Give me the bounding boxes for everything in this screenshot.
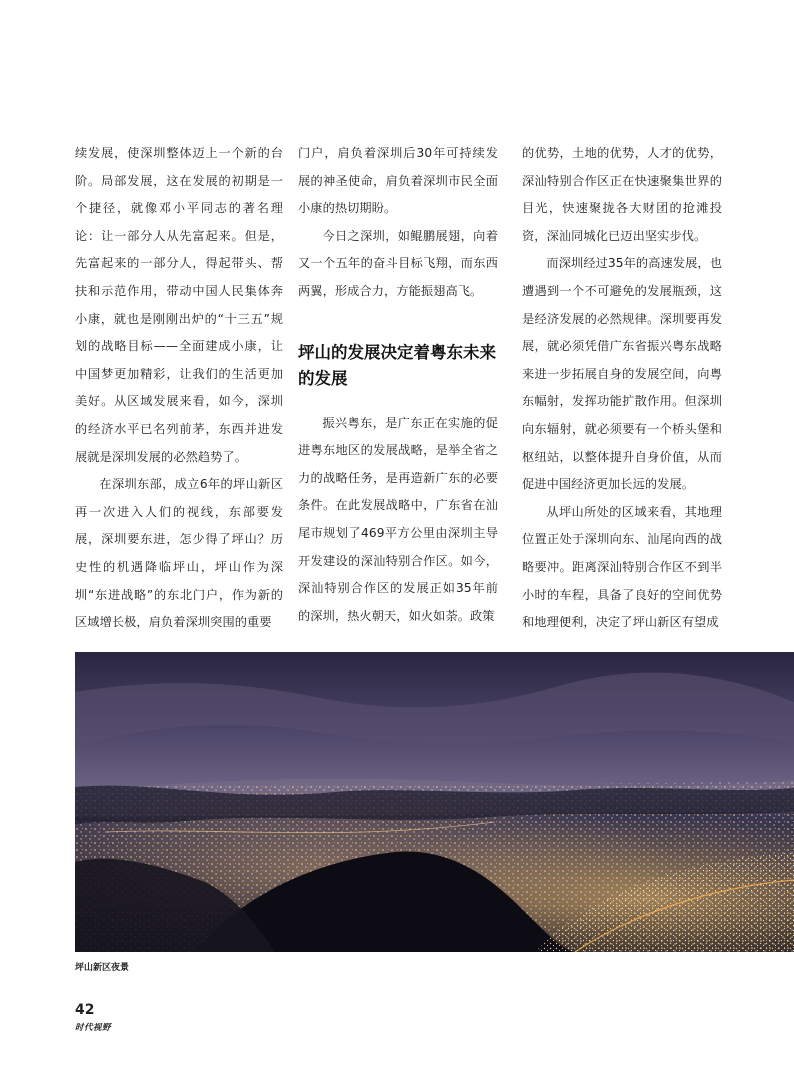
text-column-3 [522,140,722,637]
paragraph: 在深圳东部，成立6年的坪山新区再一次进入人们的视线，东部要发展，深圳要东进，怎少得了坪山？历史性的机遇降临坪山，坪山作为深圳“东进战略”的东北门户，作为新的区域增长极，肩负着深圳突围的重要 [75,477,283,630]
paragraph: 振兴粤东，是广东正在实施的促进粤东地区的发展战略，是举全省之力的战略任务，是再造新广东的必要条件。在此发展战略中，广东省在汕尾市规划了469平方公里由深圳主导开发建设的深汕特别合作区。如今，深汕特别合作区的发展正如35年前的深圳，热火朝天，如火如荼。政策 [298,415,498,623]
paragraph: 门户，肩负着深圳后30年可持续发展的神圣使命，肩负着深圳市民全面小康的热切期盼。 [298,146,498,216]
paragraph: 而深圳经过35年的高速发展，也遭遇到一个不可避免的发展瓶颈，这是经济发展的必然规律。深圳要再发展，就必须凭借广东省振兴粤东战略来进一步拓展自身的发展空间，向粤东幅射，发挥功能扩散作用。但深圳向东辐射，就必须要有一个桥头堡和枢纽站，以整体提升自身价值，从而促进中国经济更加长远的发展。 [522,256,722,492]
page-number: 42 [75,1002,95,1018]
paragraph: 续发展，使深圳整体迈上一个新的台阶。局部发展，这在发展的初期是一个捷径，就像邓小平同志的著名理论：让一部分人从先富起来。但是，先富起来的一部分人，得起带头、帮扶和示范作用，带动中国人民集体奔小康，就也是刚刚出炉的“十三五”规划的战略目标——全面建成小康，让中国梦更加精彩，让我们的生活更加美好。从区域发展来看，如今，深圳的经济水平已名列前茅，东西并进发展就是深圳发展的必然趋势了。 [75,146,283,464]
paragraph: 的优势，土地的优势，人才的优势，深汕特别合作区正在快速聚集世界的目光，快速聚拢各大财团的抢滩投资，深汕同城化已迈出坚实步伐。 [522,146,722,243]
night-city-photo [75,652,794,952]
section-heading: 坪山的发展决定着粤东未来的发展 [298,342,496,388]
text-column-2 [298,140,498,630]
paragraph: 今日之深圳，如鲲鹏展翅，向着又一个五年的奋斗目标飞翔，而东西两翼，形成合力，方能振翅高飞。 [298,228,498,298]
magazine-name: 时代视野 [75,1023,112,1033]
photo-caption: 坪山新区夜景 [75,963,130,973]
paragraph: 从坪山所处的区域来看，其地理位置正处于深圳向东、汕尾向西的战略要冲。距离深汕特别合作区不到半小时的车程，具备了良好的空间优势和地理便利，决定了坪山新区有望成 [522,504,722,630]
text-column-1 [75,140,283,637]
